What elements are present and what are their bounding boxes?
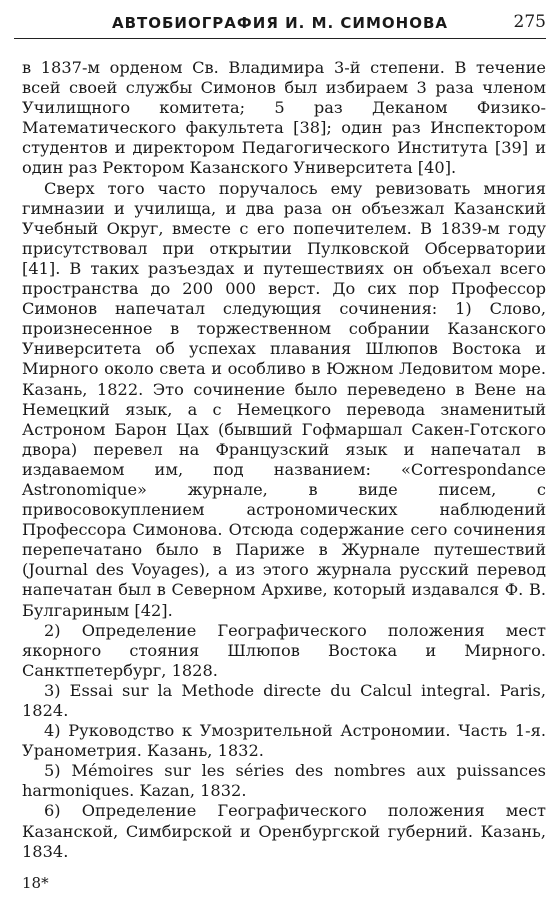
paragraph: Сверх того часто поручалось ему ревизовать многия гимназии и училища, и два раза он объезжал Казанский Учебный Округ, вместе с его попечителем. В 1839-м году присутствовал при открытии Пулковской Обсерватории [41]. В таких разъездах и путешествиях он объехал всего пространства до 200 000 верст. До сих пор Профессор Симонов напечатал следующия сочинения: 1) Слово, произнесенное в торжественном собрании Казанского Университета об успехах плавания Шлюпов Востока и Мирного около света и особливо в Южном Ледовитом море. Казань, 1822. Это сочинение было переведено в Вене на Немецкий язык, а с Немецкого перевода знаменитый Астроном Барон Цах (бывший Гофмаршал Сакен-Готского двора) перевел на Французский язык и напечатал в издаваемом им, под названием: «Correspondance Astronomique» журнале, в виде писем, с привосовокуплением астрономических наблюдений Профессора Симонова. Отсюда содержание сего сочинения перепечатано было в Париже в Журнале путешествий (Journal des Voyages), а из этого журнала русский перевод напечатан был в Северном Архиве, который издавался Ф. В. Булгариным [42]. xyxy=(22,178,546,620)
paragraph: в 1837-м орденом Св. Владимира 3-й степени. В течение всей своей службы Симонов был избираем 3 раза членом Училищного комитета; 5 раз Деканом Физико-Математического факультета [38]; один раз Инспектором студентов и директором Педагогического Института [39] и один раз Ректором Казанского Университета [40]. xyxy=(22,58,546,178)
page-number: 275 xyxy=(513,12,546,32)
body-text xyxy=(22,58,546,862)
running-head xyxy=(14,10,546,39)
paragraph: 4) Руководство к Умозрительной Астрономии. Часть 1-я. Уранометрия. Казань, 1832. xyxy=(22,721,546,761)
paragraph: 2) Определение Географического положения мест якорного стояния Шлюпов Востока и Мирного. Санктпетербург, 1828. xyxy=(22,620,546,680)
paragraph: 6) Определение Географического положения мест Казанской, Симбирской и Оренбургской губерний. Казань, 1834. xyxy=(22,801,546,861)
paragraph: 5) Mémoires sur les séries des nombres aux puissances harmoniques. Kazan, 1832. xyxy=(22,761,546,801)
paragraph: 3) Essai sur la Methode directe du Calcul integral. Paris, 1824. xyxy=(22,680,546,720)
signature-mark: 18* xyxy=(22,874,49,892)
running-title: АВТОБИОГРАФИЯ И. М. СИМОНОВА xyxy=(111,14,449,32)
